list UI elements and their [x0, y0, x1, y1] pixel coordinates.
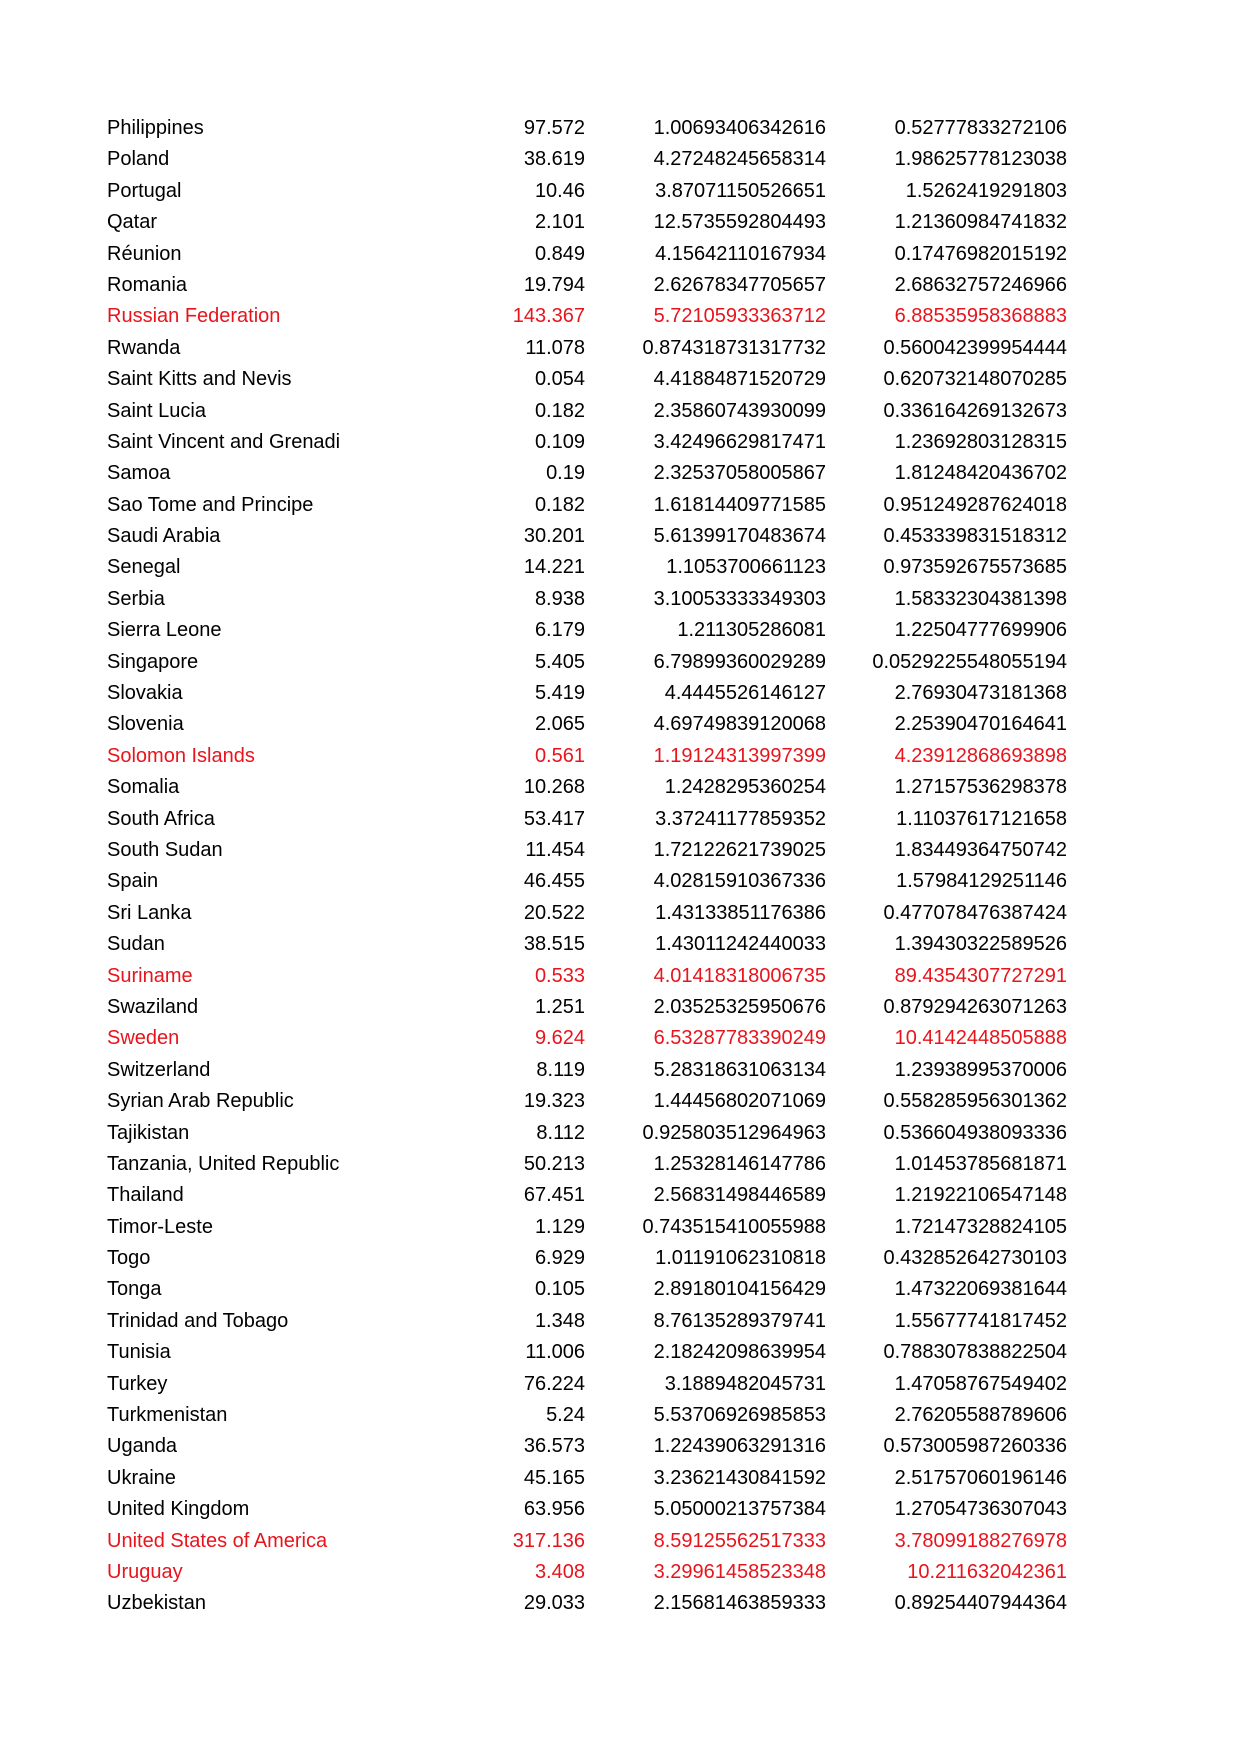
value-b-cell: 1.83449364750742 [894, 838, 1067, 861]
value-b-cell: 1.21360984741832 [894, 211, 1067, 234]
value-b-cell: 0.879294263071263 [883, 995, 1067, 1018]
value-b-cell: 10.211632042361 [907, 1560, 1067, 1583]
value-b-cell: 0.558285956301362 [883, 1090, 1067, 1113]
population-cell: 8.938 [534, 587, 585, 610]
population-cell: 1.129 [534, 1215, 585, 1238]
country-name-cell: Uzbekistan [107, 1592, 206, 1615]
value-a-cell: 1.25328146147786 [653, 1152, 826, 1175]
population-cell: 76.224 [523, 1372, 585, 1395]
country-name-cell: South Africa [107, 807, 215, 830]
country-name-cell: Uganda [107, 1435, 178, 1458]
value-a-cell: 1.44456802071069 [653, 1090, 826, 1113]
value-a-cell: 1.22439063291316 [653, 1435, 826, 1458]
value-b-cell: 89.4354307727291 [894, 964, 1067, 987]
value-a-cell: 2.35860743930099 [653, 399, 826, 422]
value-a-cell: 12.5735592804493 [653, 211, 826, 234]
population-cell: 2.101 [534, 211, 585, 234]
country-name-cell: Spain [107, 870, 159, 893]
value-a-cell: 6.53287783390249 [653, 1027, 826, 1050]
population-cell: 9.624 [534, 1027, 585, 1050]
value-b-cell: 1.01453785681871 [894, 1152, 1067, 1175]
country-name-cell: Solomon Islands [107, 744, 255, 767]
population-cell: 8.112 [536, 1121, 585, 1144]
population-cell: 0.105 [534, 1278, 585, 1301]
population-cell: 5.419 [534, 682, 585, 705]
value-b-cell: 0.0529225548055194 [872, 650, 1067, 673]
value-b-cell: 10.4142448505888 [894, 1027, 1067, 1050]
country-name-cell: Portugal [107, 179, 182, 202]
value-b-cell: 4.23912868693898 [894, 744, 1067, 767]
population-cell: 0.561 [534, 744, 585, 767]
population-cell: 1.251 [534, 995, 585, 1018]
population-cell: 97.572 [523, 117, 585, 139]
population-cell: 6.179 [534, 619, 585, 642]
country-name-cell: Trinidad and Tobago [107, 1309, 289, 1332]
value-b-cell: 0.17476982015192 [894, 242, 1067, 265]
country-name-cell: Slovakia [107, 682, 183, 705]
value-a-cell: 2.56831498446589 [653, 1184, 826, 1207]
value-b-cell: 0.573005987260336 [883, 1435, 1067, 1458]
population-cell: 30.201 [523, 525, 585, 548]
value-b-cell: 0.89254407944364 [894, 1592, 1067, 1615]
value-a-cell: 1.61814409771585 [653, 493, 826, 516]
country-name-cell: Tunisia [107, 1341, 171, 1364]
value-b-cell: 1.47058767549402 [894, 1372, 1067, 1395]
value-b-cell: 2.25390470164641 [894, 713, 1067, 736]
value-a-cell: 4.4445526146127 [664, 682, 826, 705]
country-name-cell: United States of America [107, 1529, 328, 1552]
value-a-cell: 1.1053700661123 [666, 556, 826, 579]
value-a-cell: 3.10053333349303 [653, 587, 826, 610]
population-cell: 36.573 [523, 1435, 585, 1458]
population-cell: 143.367 [512, 305, 585, 328]
value-a-cell: 1.211305286081 [677, 619, 826, 642]
population-cell: 11.078 [525, 336, 585, 359]
population-cell: 20.522 [523, 901, 585, 924]
population-cell: 50.213 [523, 1152, 585, 1175]
country-name-cell: Singapore [107, 650, 199, 673]
country-name-cell: Philippines [107, 117, 204, 139]
population-cell: 11.006 [525, 1341, 585, 1364]
population-cell: 3.408 [534, 1560, 585, 1583]
value-b-cell: 3.78099188276978 [894, 1529, 1067, 1552]
value-a-cell: 2.62678347705657 [653, 273, 826, 296]
country-name-cell: Thailand [107, 1184, 184, 1207]
value-b-cell: 0.973592675573685 [883, 556, 1067, 579]
country-name-cell: Serbia [107, 587, 165, 610]
population-cell: 53.417 [523, 807, 585, 830]
value-a-cell: 4.69749839120068 [653, 713, 826, 736]
value-a-cell: 4.02815910367336 [653, 870, 826, 893]
value-b-cell: 0.432852642730103 [883, 1247, 1067, 1270]
population-cell: 38.515 [523, 933, 585, 956]
population-cell: 29.033 [523, 1592, 585, 1615]
value-a-cell: 4.01418318006735 [653, 964, 826, 987]
value-a-cell: 1.01191062310818 [655, 1247, 826, 1270]
country-name-cell: Sweden [107, 1027, 180, 1050]
value-a-cell: 3.42496629817471 [653, 430, 826, 453]
country-name-cell: Turkmenistan [107, 1404, 228, 1427]
population-cell: 1.348 [534, 1309, 585, 1332]
population-cell: 63.956 [523, 1498, 585, 1521]
value-b-cell: 1.27157536298378 [894, 776, 1067, 799]
country-name-cell: Syrian Arab Republic [107, 1090, 294, 1113]
country-name-cell: Switzerland [107, 1058, 211, 1081]
country-name-cell: Tonga [107, 1278, 162, 1301]
value-a-cell: 1.2428295360254 [664, 776, 826, 799]
value-b-cell: 0.453339831518312 [883, 525, 1067, 548]
value-b-cell: 1.47322069381644 [894, 1278, 1067, 1301]
population-cell: 5.24 [546, 1404, 585, 1427]
country-name-cell: Swaziland [107, 995, 199, 1018]
country-name-cell: Slovenia [107, 713, 184, 736]
population-cell: 19.794 [523, 273, 585, 296]
value-b-cell: 0.620732148070285 [883, 368, 1067, 391]
value-b-cell: 1.39430322589526 [894, 933, 1067, 956]
value-a-cell: 8.59125562517333 [653, 1529, 826, 1552]
value-b-cell: 1.72147328824105 [894, 1215, 1067, 1238]
value-a-cell: 4.41884871520729 [653, 368, 826, 391]
value-a-cell: 3.87071150526651 [655, 179, 826, 202]
value-b-cell: 2.76930473181368 [894, 682, 1067, 705]
value-b-cell: 1.11037617121658 [896, 807, 1067, 830]
value-a-cell: 2.32537058005867 [653, 462, 826, 485]
value-b-cell: 1.58332304381398 [894, 587, 1067, 610]
country-name-cell: Uruguay [107, 1560, 183, 1583]
value-b-cell: 2.68632757246966 [894, 273, 1067, 296]
country-name-cell: Timor-Leste [107, 1215, 213, 1238]
population-cell: 8.119 [536, 1058, 585, 1081]
country-name-cell: Tajikistan [107, 1121, 190, 1144]
country-name-cell: Senegal [107, 556, 181, 579]
value-a-cell: 3.29961458523348 [653, 1560, 826, 1583]
country-name-cell: Poland [107, 148, 170, 171]
value-b-cell: 0.788307838822504 [883, 1341, 1067, 1364]
population-cell: 317.136 [512, 1529, 585, 1552]
value-b-cell: 0.477078476387424 [883, 901, 1067, 924]
value-b-cell: 1.98625778123038 [894, 148, 1067, 171]
country-name-cell: United Kingdom [107, 1498, 250, 1521]
population-cell: 2.065 [534, 713, 585, 736]
value-a-cell: 1.43011242440033 [655, 933, 826, 956]
population-cell: 0.849 [534, 242, 585, 265]
value-a-cell: 1.72122621739025 [653, 838, 826, 861]
country-name-cell: Russian Federation [107, 305, 281, 328]
country-name-cell: Saint Lucia [107, 399, 206, 422]
population-cell: 0.054 [534, 368, 585, 391]
country-name-cell: Tanzania, United Republic [107, 1152, 340, 1175]
population-cell: 0.109 [534, 430, 585, 453]
country-name-cell: Sudan [107, 933, 165, 956]
population-cell: 0.19 [546, 462, 585, 485]
value-a-cell: 5.28318631063134 [653, 1058, 826, 1081]
value-a-cell: 1.00693406342616 [653, 117, 826, 139]
value-a-cell: 3.37241177859352 [655, 807, 826, 830]
value-b-cell: 2.51757060196146 [894, 1466, 1067, 1489]
country-name-cell: Samoa [107, 462, 171, 485]
value-a-cell: 2.18242098639954 [653, 1341, 826, 1364]
country-name-cell: Qatar [107, 211, 158, 234]
value-a-cell: 1.43133851176386 [655, 901, 826, 924]
population-cell: 45.165 [523, 1466, 585, 1489]
country-name-cell: Saint Kitts and Nevis [107, 368, 292, 391]
country-name-cell: Togo [107, 1247, 151, 1270]
value-a-cell: 4.15642110167934 [655, 242, 826, 265]
value-a-cell: 2.89180104156429 [653, 1278, 826, 1301]
population-cell: 0.182 [534, 493, 585, 516]
population-cell: 10.268 [523, 776, 585, 799]
value-b-cell: 0.560042399954444 [883, 336, 1067, 359]
country-name-cell: Rwanda [107, 336, 181, 359]
value-b-cell: 1.81248420436702 [894, 462, 1067, 485]
value-b-cell: 0.536604938093336 [883, 1121, 1067, 1144]
population-cell: 0.182 [534, 399, 585, 422]
value-a-cell: 5.61399170483674 [653, 525, 826, 548]
population-cell: 6.929 [534, 1247, 585, 1270]
value-a-cell: 3.23621430841592 [653, 1466, 826, 1489]
population-cell: 5.405 [534, 650, 585, 673]
value-a-cell: 2.15681463859333 [653, 1592, 826, 1615]
value-b-cell: 0.336164269132673 [883, 399, 1067, 422]
country-name-cell: Sri Lanka [107, 901, 192, 924]
country-name-cell: Sierra Leone [107, 619, 222, 642]
value-a-cell: 4.27248245658314 [653, 148, 826, 171]
country-name-cell: South Sudan [107, 838, 223, 861]
country-name-cell: Sao Tome and Principe [107, 493, 314, 516]
population-cell: 38.619 [523, 148, 585, 171]
value-a-cell: 0.925803512964963 [642, 1121, 826, 1144]
value-b-cell: 2.76205588789606 [894, 1404, 1067, 1427]
value-b-cell: 1.5262419291803 [905, 179, 1067, 202]
population-cell: 46.455 [523, 870, 585, 893]
value-a-cell: 1.19124313997399 [653, 744, 826, 767]
value-b-cell: 1.23692803128315 [894, 430, 1067, 453]
value-b-cell: 1.22504777699906 [894, 619, 1067, 642]
country-name-cell: Suriname [107, 964, 193, 987]
population-cell: 14.221 [523, 556, 585, 579]
population-cell: 11.454 [525, 838, 585, 861]
value-b-cell: 1.27054736307043 [894, 1498, 1067, 1521]
population-cell: 0.533 [534, 964, 585, 987]
value-a-cell: 6.79899360029289 [653, 650, 826, 673]
value-b-cell: 0.951249287624018 [883, 493, 1067, 516]
value-b-cell: 0.52777833272106 [894, 117, 1067, 139]
value-b-cell: 1.57984129251146 [896, 870, 1067, 893]
value-a-cell: 5.72105933363712 [653, 305, 826, 328]
population-cell: 10.46 [534, 179, 585, 202]
country-name-cell: Réunion [107, 242, 182, 265]
value-a-cell: 5.53706926985853 [653, 1404, 826, 1427]
country-name-cell: Romania [107, 273, 188, 296]
country-name-cell: Saint Vincent and Grenadi [107, 430, 341, 453]
population-cell: 19.323 [523, 1090, 585, 1113]
country-name-cell: Somalia [107, 776, 180, 799]
value-a-cell: 3.1889482045731 [664, 1372, 826, 1395]
value-a-cell: 0.743515410055988 [642, 1215, 826, 1238]
value-a-cell: 5.05000213757384 [653, 1498, 826, 1521]
value-b-cell: 1.55677741817452 [894, 1309, 1067, 1332]
country-name-cell: Saudi Arabia [107, 525, 221, 548]
value-a-cell: 2.03525325950676 [653, 995, 826, 1018]
value-b-cell: 6.88535958368883 [894, 305, 1067, 328]
country-name-cell: Ukraine [107, 1466, 176, 1489]
value-a-cell: 0.874318731317732 [642, 336, 826, 359]
country-name-cell: Turkey [107, 1372, 168, 1395]
value-b-cell: 1.21922106547148 [894, 1184, 1067, 1207]
population-cell: 67.451 [523, 1184, 585, 1207]
value-b-cell: 1.23938995370006 [894, 1058, 1067, 1081]
value-a-cell: 8.76135289379741 [653, 1309, 826, 1332]
